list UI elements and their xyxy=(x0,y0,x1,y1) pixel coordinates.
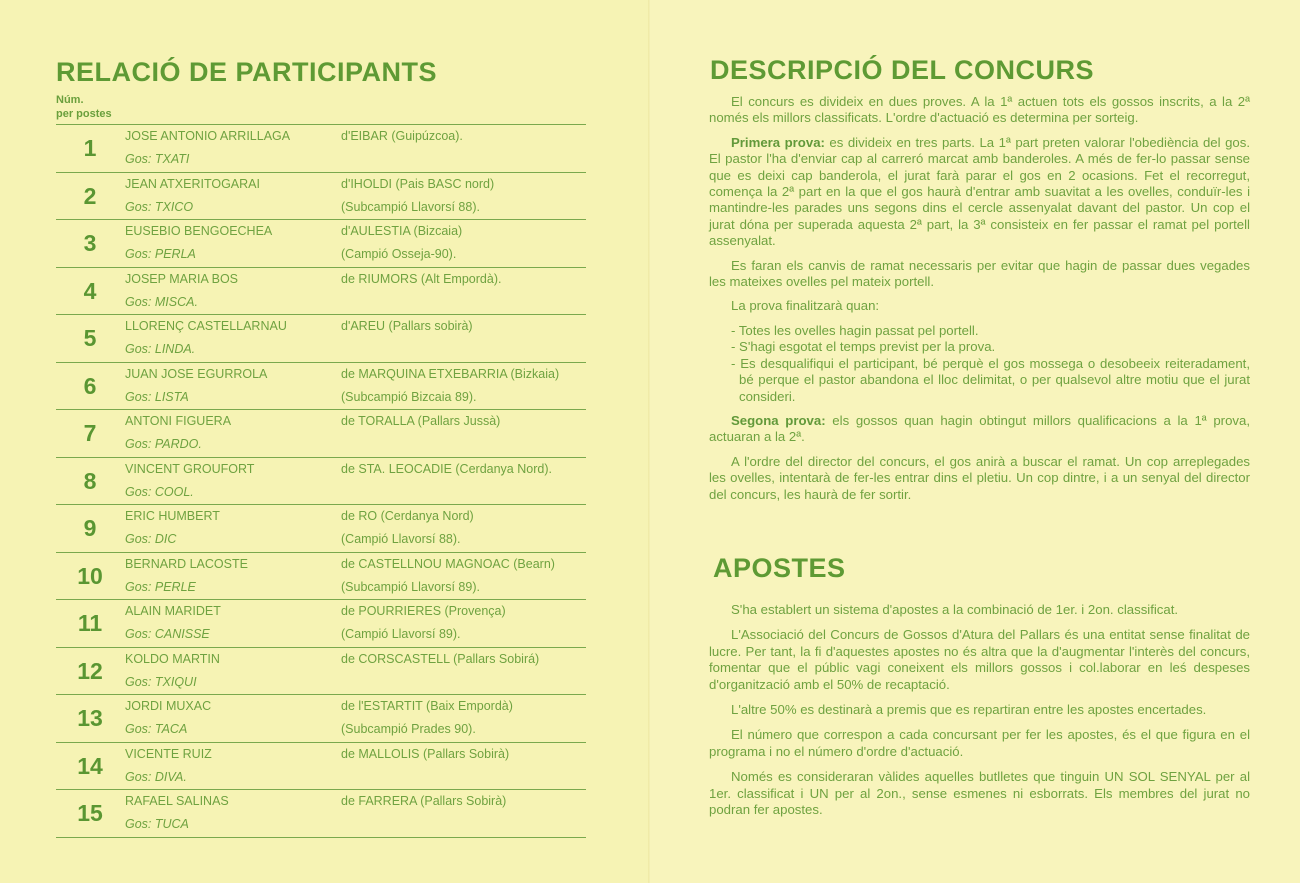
participant-title: (Campió Llavorsí 88). xyxy=(341,532,461,546)
paragraph: Es faran els canvis de ramat necessaris per evitar que hagin de passar dues vegades les mateixes ovelles pel mateix portell. xyxy=(709,257,1250,290)
dog-name: Gos: LINDA. xyxy=(125,342,196,356)
participant-row xyxy=(56,219,586,267)
participant-row xyxy=(56,457,586,505)
participants-table xyxy=(56,124,586,838)
participant-origin: de l'ESTARTIT (Baix Empordà) xyxy=(341,699,513,713)
participant-number: 6 xyxy=(83,372,97,399)
dog-name: Gos: LISTA xyxy=(125,389,189,404)
participant-origin: de CASTELLNOU MAGNOAC (Bearn) xyxy=(341,556,555,571)
participant-name: ANTONI FIGUERA xyxy=(125,414,232,428)
participant-name: LLORENÇ CASTELLARNAU xyxy=(125,319,287,333)
paragraph: Primera prova: es divideix en tres parts. La 1ª part preten valorar l'obediència del gos. El pastor l'ha d'enviar cap al carreró marcat amb banderoles. A més de fer-lo passar sense que es deixi cap banderola, el jurat farà parar el gos en 2 ocasions. Fet el recorregut, comença la 2ª part en la que el gos haurà d'entrar amb suavitat a les ovelles, conduïr-les i mantindre-les parades uns segons dins el cercle assenyalat davant del pastor. Un cop el jurat dóna per superada aquesta 2ª part, la 3ª consisteix en fer passar el ramat pel portell assenyalat. xyxy=(709,134,1250,249)
participant-name: JORDI MUXAC xyxy=(125,699,212,713)
bets-text xyxy=(709,602,1250,827)
participant-number: 14 xyxy=(77,752,103,779)
participant-origin: de STA. LEOCADIE (Cerdanya Nord). xyxy=(341,461,552,476)
participant-origin: d'EIBAR (Guipúzcoa). xyxy=(341,129,463,143)
participant-number: 9 xyxy=(83,515,97,541)
participant-origin: de RO (Cerdanya Nord) xyxy=(341,509,474,523)
participant-name: JEAN ATXERITOGARAI xyxy=(125,176,260,191)
participant-name: ALAIN MARIDET xyxy=(125,604,221,618)
participant-number: 13 xyxy=(77,705,103,731)
participant-number: 11 xyxy=(77,610,103,636)
participant-name: EUSEBIO BENGOECHEA xyxy=(125,224,273,238)
paragraph: A l'ordre del director del concurs, el gos anirà a buscar el ramat. Un cop arreplegades les ovelles, intentarà de fer-les entrar dins el pletiu. Un cop dintre, i a un senyal del director del concurs, les haurà de fer sortir. xyxy=(709,453,1250,502)
paragraph: Segona prova: els gossos quan hagin obtingut millors qualificacions a la 1ª prova, actuaran a la 2ª. xyxy=(709,412,1250,445)
participant-origin: d'AULESTIA (Bizcaia) xyxy=(341,224,463,238)
participant-origin: de TORALLA (Pallars Jussà) xyxy=(341,414,501,428)
participant-origin: de FARRERA (Pallars Sobirà) xyxy=(341,794,507,808)
paragraph: L'altre 50% es destinarà a premis que es repartiran entre les apostes encertades. xyxy=(731,702,1207,718)
dog-name: Gos: CANISSE xyxy=(125,627,210,641)
participant-row xyxy=(56,362,586,410)
participant-name: ERIC HUMBERT xyxy=(125,509,220,523)
dog-name: Gos: PERLA xyxy=(125,247,196,261)
participant-row xyxy=(56,742,586,790)
participant-number: 15 xyxy=(77,800,103,826)
participant-number: 3 xyxy=(83,230,97,256)
participant-row xyxy=(56,172,586,220)
participant-row xyxy=(56,599,586,647)
dog-name: Gos: DIC xyxy=(125,532,177,546)
dog-name: Gos: TXATI xyxy=(125,152,190,166)
participant-number: 7 xyxy=(83,420,97,446)
participant-name: VICENTE RUIZ xyxy=(125,746,212,761)
description-title: DESCRIPCIÓ DEL CONCURS xyxy=(710,55,1095,85)
participant-row xyxy=(56,409,586,457)
dog-name: Gos: TACA xyxy=(125,722,188,736)
participant-origin: de MARQUINA ETXEBARRIA (Bizkaia) xyxy=(341,366,560,381)
participant-name: RAFAEL SALINAS xyxy=(125,794,229,808)
participant-number: 4 xyxy=(83,277,97,304)
participant-number: 10 xyxy=(77,562,103,589)
participant-row xyxy=(56,647,586,695)
participant-origin: de MALLOLIS (Pallars Sobirà) xyxy=(341,746,510,761)
participant-number: 2 xyxy=(83,182,97,209)
participant-number: 5 xyxy=(83,325,97,351)
list-item: - Es desqualifiqui el participant, bé perquè el gos mossega o desobeeix reiteradament, bé perque el pastor abandona el lloc delimitat, o per qualsevol altre motiu que el jurat consideri. xyxy=(731,355,1250,404)
end-conditions-list xyxy=(709,323,1250,405)
right-page xyxy=(650,0,1300,883)
paragraph: La prova finalitzarà quan: xyxy=(731,298,880,314)
participant-name: JOSEP MARIA BOS xyxy=(125,271,239,286)
dog-name: Gos: TUCA xyxy=(125,817,189,831)
participant-row xyxy=(56,267,586,315)
description-text xyxy=(709,94,1250,511)
number-column-label: Núm. per postes xyxy=(56,94,112,120)
dog-name: Gos: TXIQUI xyxy=(125,674,197,689)
participant-row xyxy=(56,789,586,838)
paragraph: El concurs es divideix en dues proves. A la 1ª actuen tots els gossos inscrits, a la 2ª només els millors classificats. L'ordre d'actuació es determina per sorteig. xyxy=(709,94,1250,126)
participant-origin: d'IHOLDI (Pais BASC nord) xyxy=(341,176,495,191)
dog-name: Gos: PARDO. xyxy=(125,437,202,451)
participant-title: (Subcampió Bizcaia 89). xyxy=(341,389,477,404)
participant-origin: d'AREU (Pallars sobirà) xyxy=(341,319,473,333)
participant-origin: de RIUMORS (Alt Empordà). xyxy=(341,271,502,286)
list-item: - Totes les ovelles hagin passat pel portell. xyxy=(731,322,979,338)
dog-name: Gos: COOL. xyxy=(125,484,194,499)
participant-origin: de CORSCASTELL (Pallars Sobirá) xyxy=(341,651,540,666)
participant-name: VINCENT GROUFORT xyxy=(125,461,255,476)
participant-row xyxy=(56,504,586,552)
dog-name: Gos: MISCA. xyxy=(125,294,198,309)
participant-title: (Campió Llavorsí 89). xyxy=(341,627,461,641)
dog-name: Gos: DIVA. xyxy=(125,769,187,784)
participant-row xyxy=(56,552,586,600)
participant-number: 8 xyxy=(83,467,97,494)
participant-row xyxy=(56,124,586,172)
dog-name: Gos: TXICO xyxy=(125,199,194,214)
participant-name: KOLDO MARTIN xyxy=(125,651,220,666)
participant-origin: de POURRIERES (Provença) xyxy=(341,604,506,618)
participant-number: 1 xyxy=(83,135,97,161)
participant-name: JOSE ANTONIO ARRILLAGA xyxy=(125,129,291,143)
paragraph: Només es consideraran vàlides aquelles butlletes que tinguin UN SOL SENYAL per al 1er. classificat i UN per al 2on., sense esmenes ni esborrats. Els membres del jurat no podran fer apostes. xyxy=(709,769,1250,818)
participant-row xyxy=(56,694,586,742)
participant-title: (Subcampió Llavorsí 88). xyxy=(341,199,480,214)
participant-row xyxy=(56,314,586,362)
list-item: - S'hagi esgotat el temps previst per la prova. xyxy=(731,339,996,355)
paragraph: L'Associació del Concurs de Gossos d'Atura del Pallars és una entitat sense finalitat de lucre. Per tant, la fi d'aquestes apostes no és altra que la d'augmentar l'interès del concurs, fomentar que el públic vagi coneixent els millors gossos i col.laborar en leś despeses d'organització amb el 50% de recaptació. xyxy=(709,627,1250,692)
participant-title: (Subcampió Prades 90). xyxy=(341,722,476,736)
participant-name: JUAN JOSE EGURROLA xyxy=(125,366,268,381)
participant-title: (Campió Osseja-90). xyxy=(341,247,457,261)
dog-name: Gos: PERLE xyxy=(125,579,196,594)
participant-title: (Subcampió Llavorsí 89). xyxy=(341,579,480,594)
paragraph: S'ha establert un sistema d'apostes a la combinació de 1er. i 2on. classificat. xyxy=(731,602,1179,617)
paragraph: El número que correspon a cada concursant per fer les apostes, és el que figura en el programa i no el número d'ordre d'actuació. xyxy=(709,727,1250,759)
participant-number: 12 xyxy=(77,657,103,684)
participant-name: BERNARD LACOSTE xyxy=(125,556,248,571)
participants-title: RELACIÓ DE PARTICIPANTS xyxy=(56,57,438,87)
bets-title: APOSTES xyxy=(713,553,846,583)
